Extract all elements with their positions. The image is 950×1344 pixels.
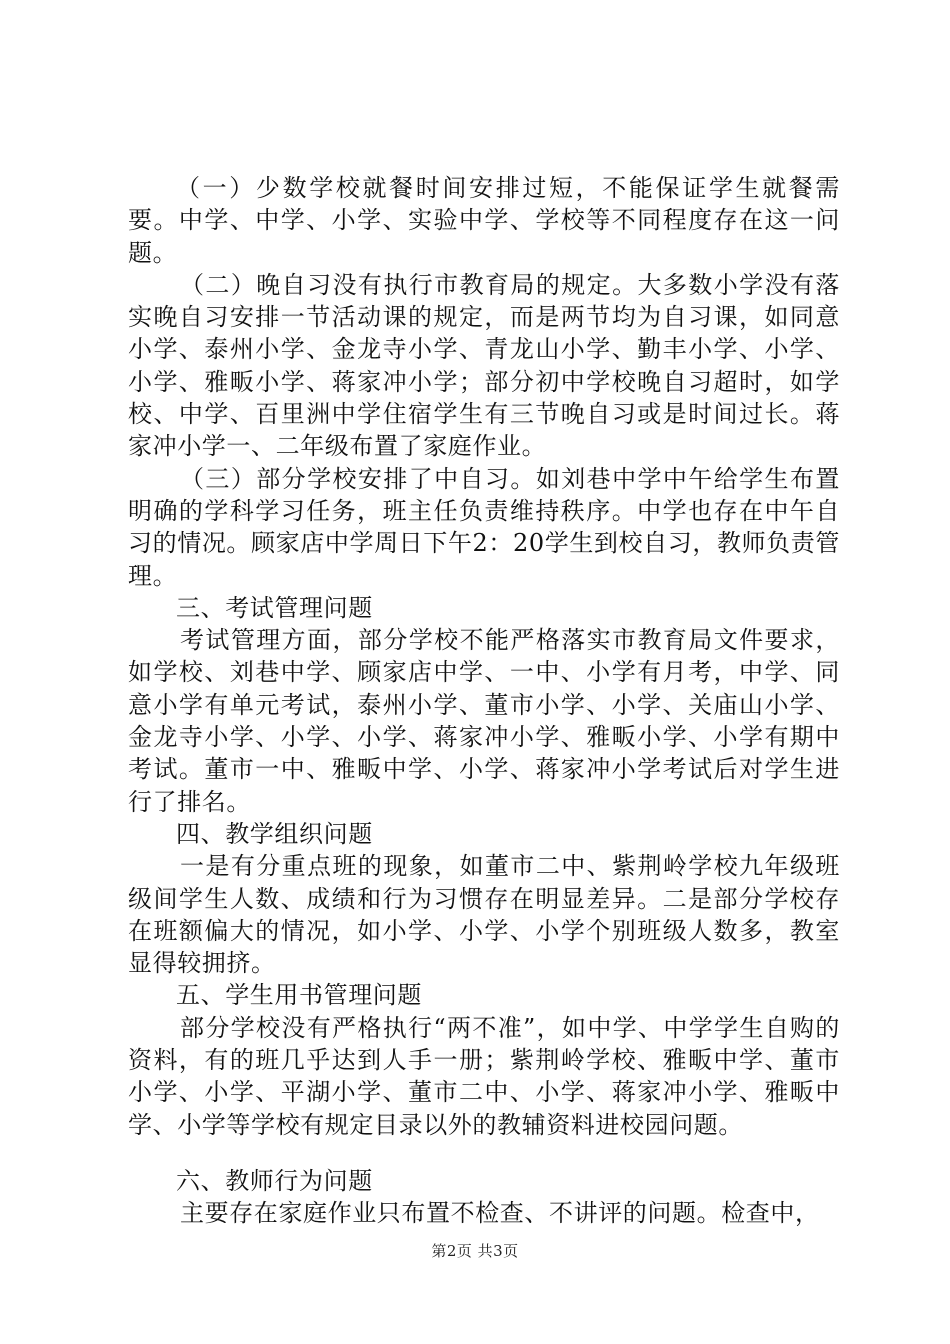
heading-student-books: 五、学生用书管理问题	[176, 981, 422, 1010]
page-number-footer: 第2页 共3页	[431, 1242, 519, 1260]
heading-teaching-organization: 四、教学组织问题	[176, 819, 373, 848]
paragraph-evening-study: （二）晚自习没有执行市教育局的规定。大多数小学没有落实晚自习安排一节活动课的规定，而是两节均为自习课，如同意小学、泰州小学、金龙寺小学、青龙山小学、勤丰小学、小学、小学、雅畈小学、蒋家冲小学；部分初中学校晚自习超时，如学校、中学、百里洲中学住宿学生有三节晚自习或是时间过长。蒋家冲小学一、二年级布置了家庭作业。	[128, 270, 840, 461]
paragraph-teaching-organization: 一是有分重点班的现象，如董市二中、紫荆岭学校九年级班级间学生人数、成绩和行为习惯存在明显差异。二是部分学校存在班额偏大的情况，如小学、小学、小学个别班级人数多，教室显得较拥挤。	[128, 852, 840, 978]
document-body	[128, 172, 840, 1230]
paragraph-noon-study: （三）部分学校安排了中自习。如刘巷中学中午给学生布置明确的学科学习任务，班主任负责维持秩序。中学也存在中午自习的情况。顾家店中学周日下午2：20学生到校自习，教师负责管理。	[128, 464, 840, 590]
paragraph-teacher-behavior: 主要存在家庭作业只布置不检查、不讲评的问题。检查中，	[180, 1199, 820, 1228]
heading-teacher-behavior: 六、教师行为问题	[176, 1166, 373, 1195]
paragraph-student-books: 部分学校没有严格执行“两不准”，如中学、中学学生自购的资料，有的班几乎达到人手一册；紫荆岭学校、雅畈中学、董市小学、小学、平湖小学、董市二中、小学、蒋家冲小学、雅畈中学、小学等学校有规定目录以外的教辅资料进校园问题。	[128, 1013, 840, 1139]
paragraph-exam-management: 考试管理方面，部分学校不能严格落实市教育局文件要求，如学校、刘巷中学、顾家店中学、一中、小学有月考，中学、同意小学有单元考试，泰州小学、董市小学、小学、关庙山小学、金龙寺小学、小学、小学、蒋家冲小学、雅畈小学、小学有期中考试。董市一中、雅畈中学、小学、蒋家冲小学考试后对学生进行了排名。	[128, 626, 840, 816]
paragraph-meal-time: （一）少数学校就餐时间安排过短，不能保证学生就餐需要。中学、中学、小学、实验中学、学校等不同程度存在这一问题。	[128, 174, 840, 267]
heading-exam-management: 三、考试管理问题	[176, 593, 373, 622]
